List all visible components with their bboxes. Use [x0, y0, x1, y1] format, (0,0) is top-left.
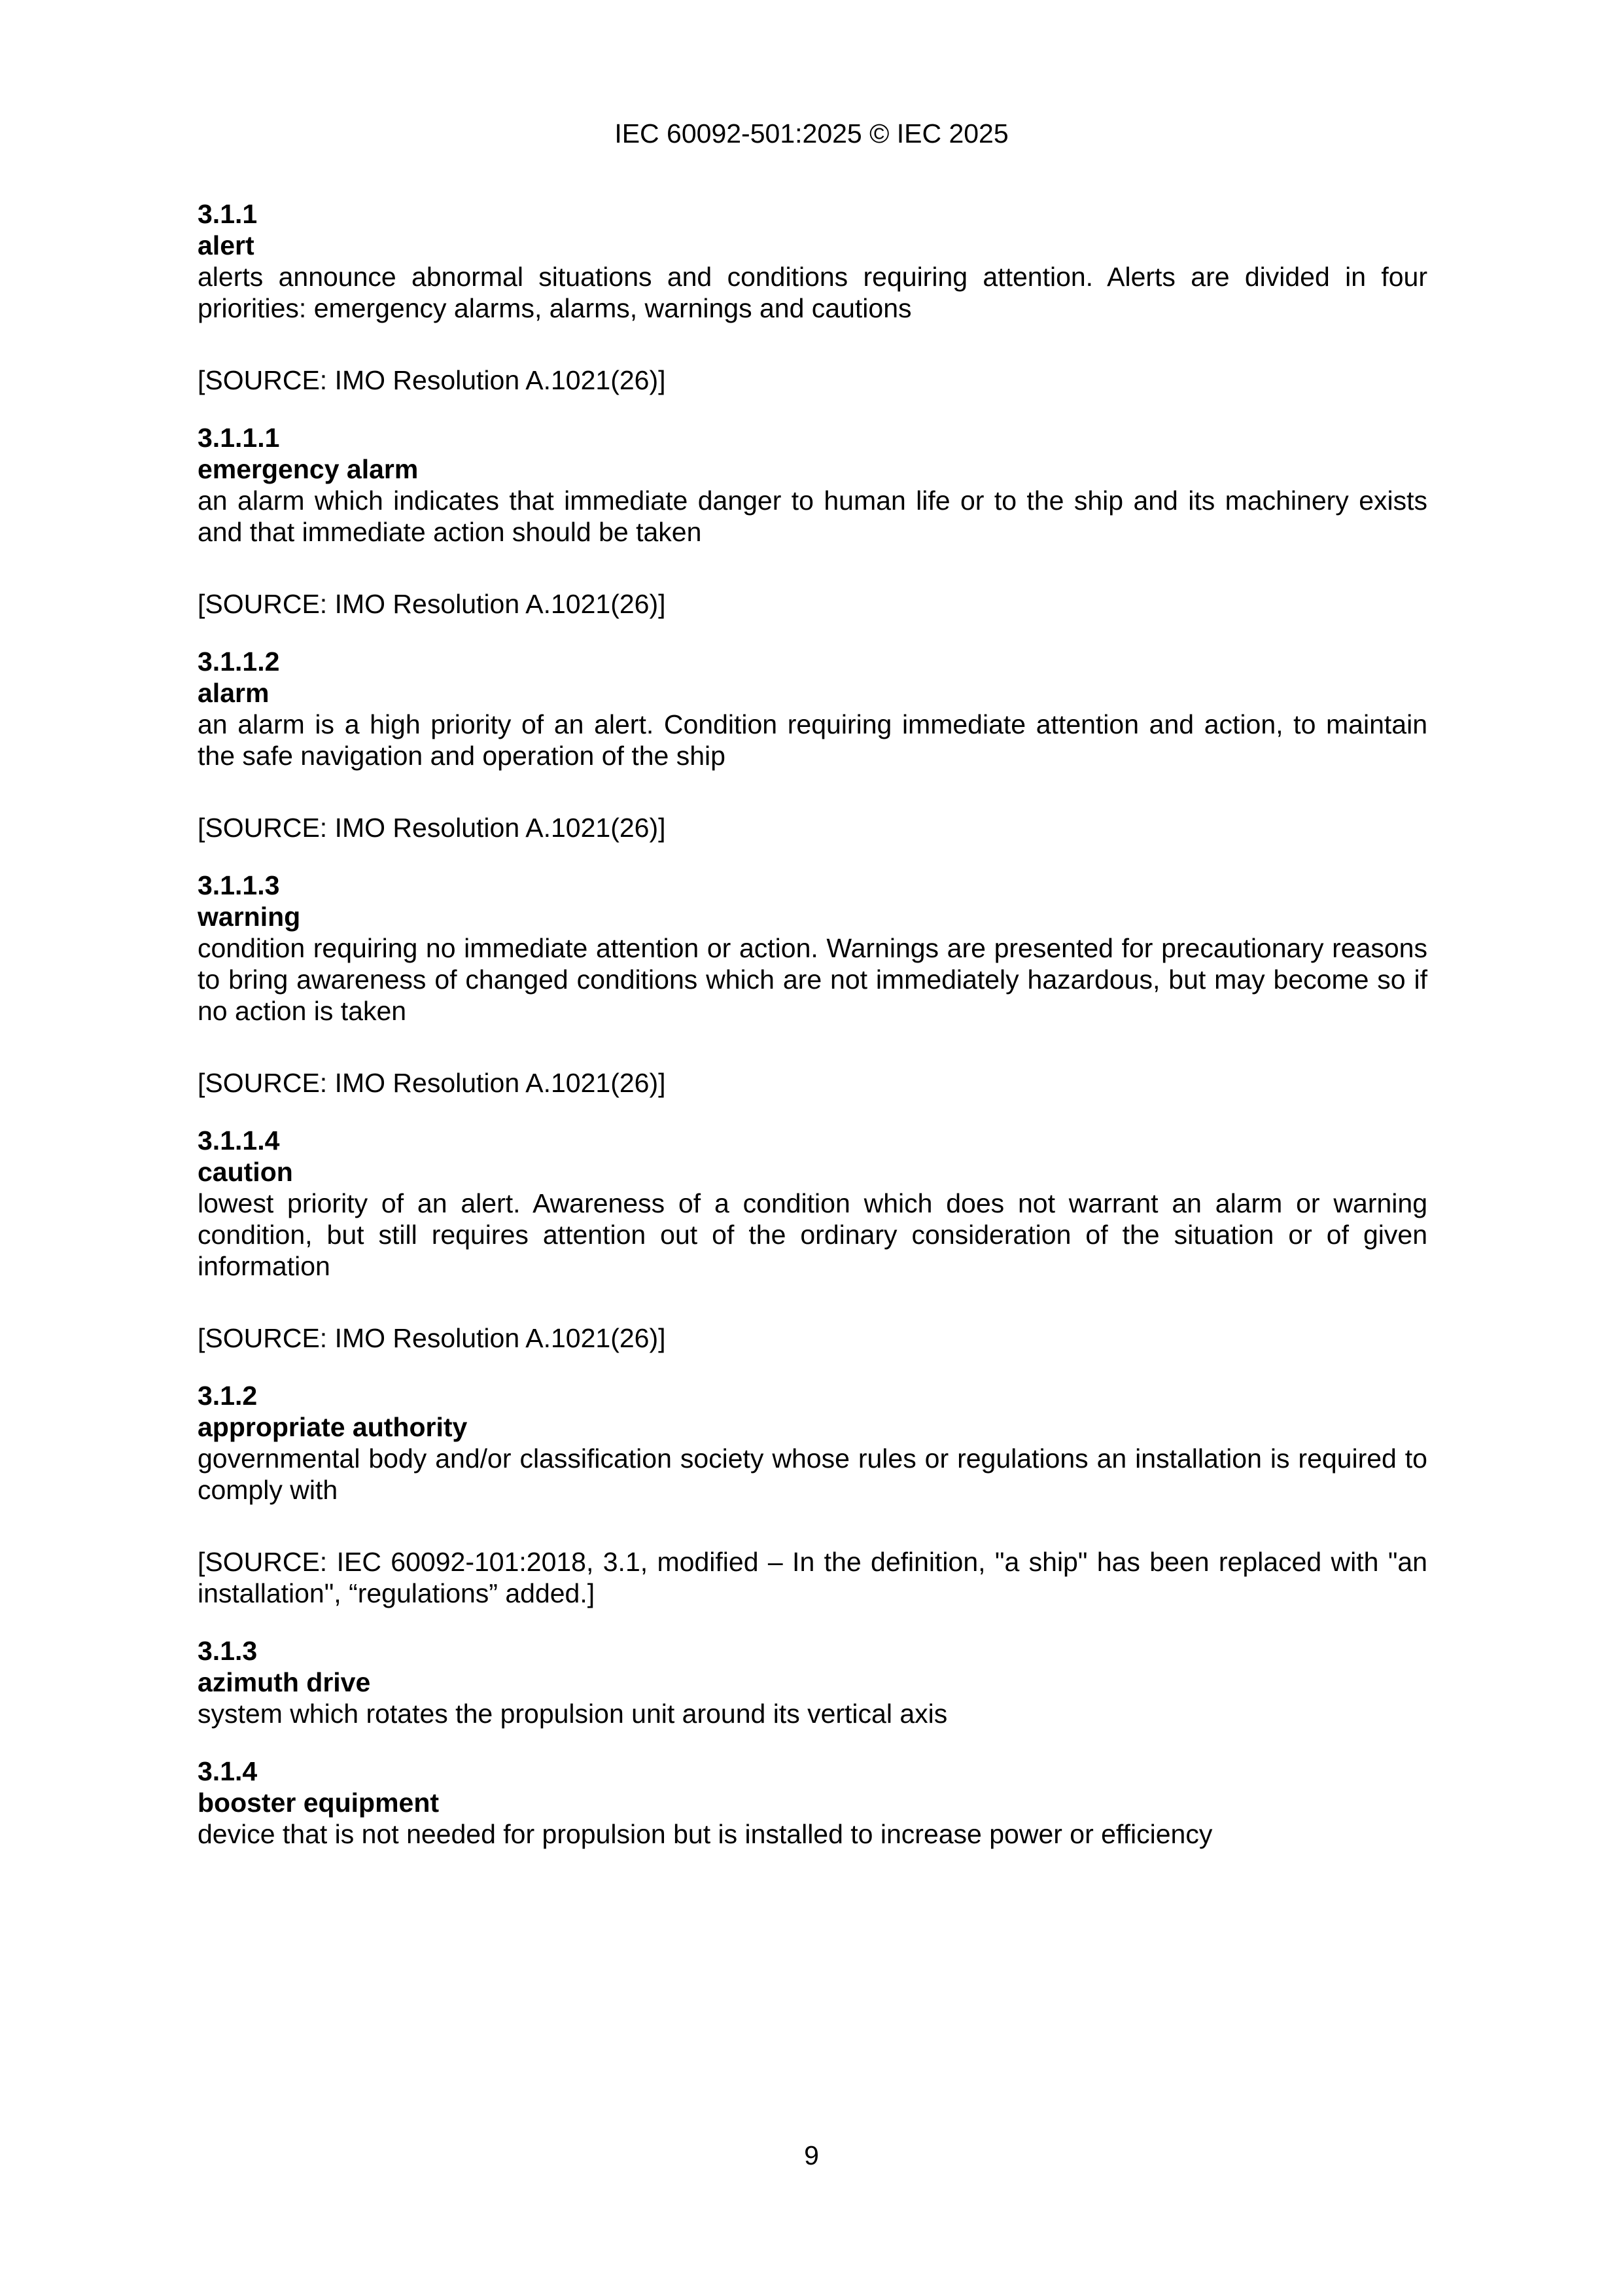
term-definition: condition requiring no immediate attention or action. Warnings are presented for precautionary reasons to bring awareness of changed conditions which are not immediately hazardous, but may become so if no action is taken: [198, 933, 1427, 1026]
term-number: 3.1.1.2: [198, 646, 280, 677]
term-entry: [198, 422, 1427, 620]
term-number: 3.1.1.1: [198, 423, 280, 453]
term-name: caution: [198, 1157, 293, 1187]
term-definition: an alarm is a high priority of an alert. Condition requiring immediate attention and action, to maintain the safe navigation and operation of the ship: [198, 709, 1427, 771]
terms-and-definitions: [198, 198, 1427, 1876]
term-number: 3.1.1.3: [198, 870, 280, 900]
term-entry: [198, 1756, 1427, 1850]
term-number: 3.1.1.4: [198, 1125, 280, 1156]
term-source: [SOURCE: IMO Resolution A.1021(26)]: [198, 1323, 666, 1353]
term-source: [SOURCE: IMO Resolution A.1021(26)]: [198, 813, 666, 843]
term-name: azimuth drive: [198, 1667, 371, 1697]
page-number: 9: [804, 2140, 819, 2170]
term-number: 3.1.2: [198, 1381, 258, 1411]
term-source: [SOURCE: IEC 60092-101:2018, 3.1, modified – In the definition, "a ship" has been replaced with "an installation", “regulations” added.]: [198, 1547, 1427, 1608]
term-name: appropriate authority: [198, 1412, 468, 1442]
term-name: alert: [198, 230, 254, 260]
term-entry: [198, 1635, 1427, 1729]
term-number: 3.1.3: [198, 1636, 258, 1666]
term-definition: an alarm which indicates that immediate danger to human life or to the ship and its machinery exists and that immediate action should be taken: [198, 486, 1427, 547]
term-definition: alerts announce abnormal situations and conditions requiring attention. Alerts are divided in four priorities: emergency alarms, alarms, warnings and cautions: [198, 262, 1427, 323]
term-entry: [198, 1380, 1427, 1609]
term-definition: device that is not needed for propulsion but is installed to increase power or efficiency: [198, 1819, 1213, 1849]
term-source: [SOURCE: IMO Resolution A.1021(26)]: [198, 1068, 666, 1098]
term-source: [SOURCE: IMO Resolution A.1021(26)]: [198, 589, 666, 619]
term-name: booster equipment: [198, 1788, 440, 1818]
page-header: IEC 60092-501:2025 © IEC 2025: [614, 118, 1009, 149]
term-definition: lowest priority of an alert. Awareness of a condition which does not warrant an alarm or warning condition, but still requires attention out of the ordinary consideration of the situation or of given information: [198, 1188, 1427, 1281]
term-entry: [198, 1125, 1427, 1354]
term-name: alarm: [198, 678, 270, 708]
term-entry: [198, 198, 1427, 396]
term-number: 3.1.1: [198, 199, 258, 229]
term-entry: [198, 646, 1427, 843]
term-entry: [198, 870, 1427, 1099]
term-name: emergency alarm: [198, 454, 419, 484]
term-definition: governmental body and/or classification society whose rules or regulations an installation is required to comply with: [198, 1443, 1427, 1505]
term-definition: system which rotates the propulsion unit around its vertical axis: [198, 1699, 948, 1729]
term-number: 3.1.4: [198, 1756, 258, 1786]
term-source: [SOURCE: IMO Resolution A.1021(26)]: [198, 365, 666, 395]
term-name: warning: [198, 902, 301, 932]
